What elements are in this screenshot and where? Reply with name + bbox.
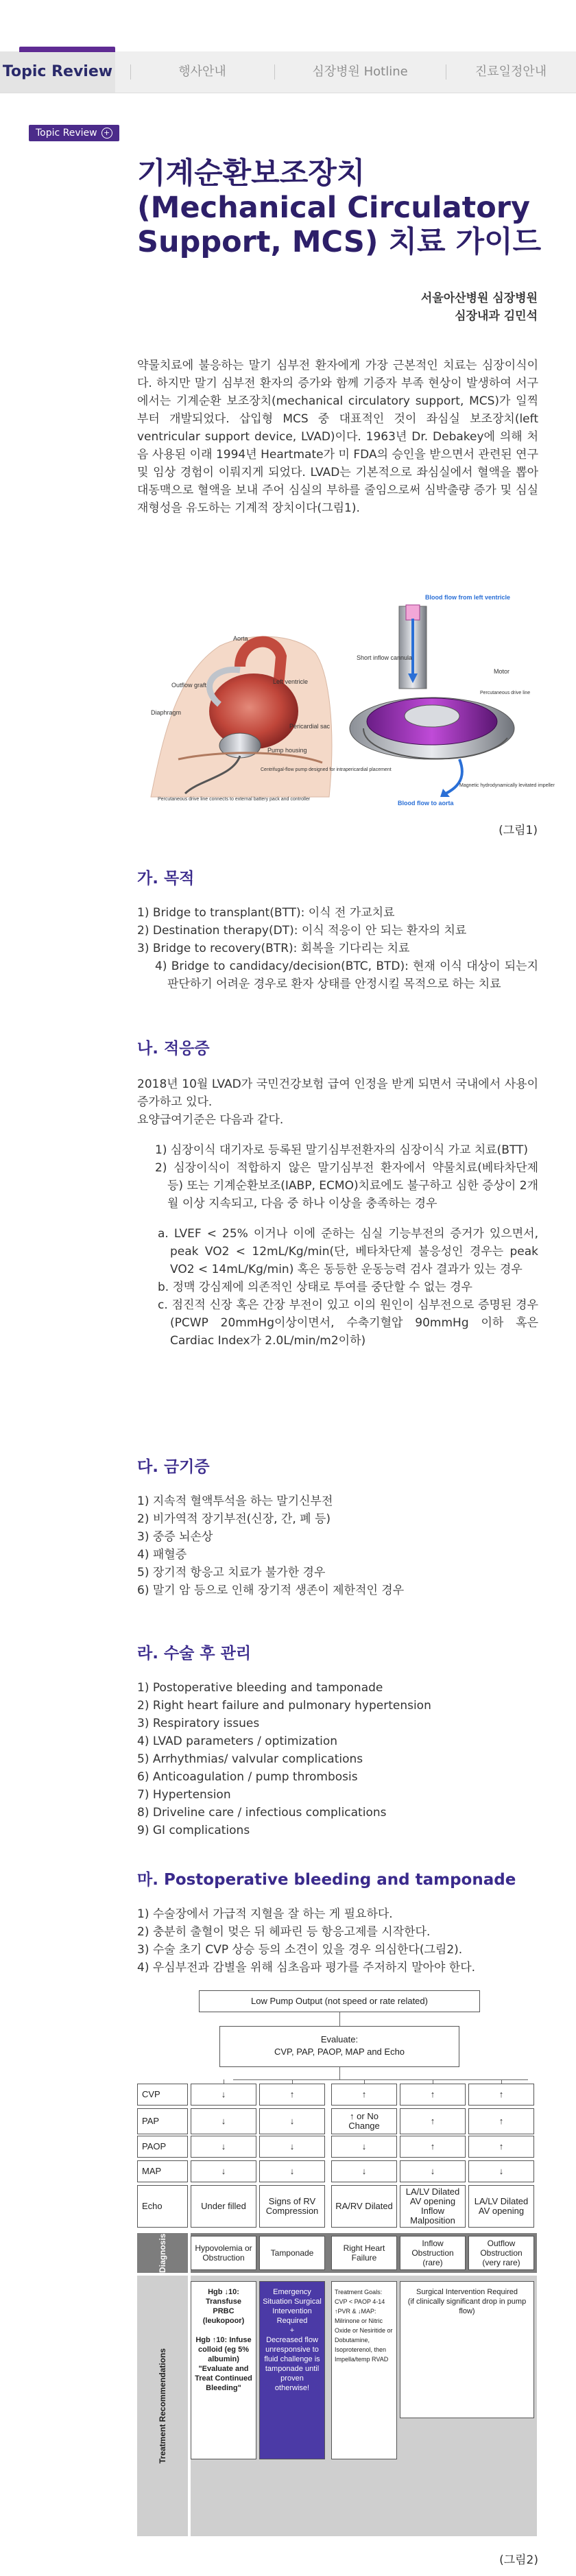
- top-navigation: [0, 0, 576, 103]
- indications-paragraph-1: 2018년 10월 LVAD가 국민건강보험 급여 인정을 받게 되면서 국내에서 사용이 증가하고 있다.: [137, 1077, 538, 1109]
- figure-2-caption: (그림2): [499, 2553, 538, 2567]
- list-item: 7) Hypertension: [137, 1788, 231, 1802]
- grid-cell: ↑: [400, 2136, 466, 2158]
- grid-cell: ↓: [191, 2136, 256, 2158]
- grid-cell: RA/RV Dilated: [331, 2185, 397, 2228]
- list-item: 1) 지속적 혈액투석을 하는 말기신부전: [137, 1494, 333, 1508]
- diagnosis-box: Hypovolemia or Obstruction: [191, 2236, 256, 2270]
- list-item: 2) Right heart failure and pulmonary hypertension: [137, 1699, 431, 1713]
- grid-cell: ↑: [468, 2108, 534, 2134]
- list-item: 2) 비가역적 장기부전(신장, 간, 폐 등): [137, 1512, 331, 1526]
- grid-cell: LA/LV Dilated AV opening Inflow Malposition: [400, 2185, 466, 2228]
- diagnosis-box: Right Heart Failure: [331, 2236, 397, 2270]
- grid-cell: ↓: [191, 2160, 256, 2182]
- grid-cell: ↓: [191, 2084, 256, 2106]
- treatment-box: Surgical Intervention Required (if clinically significant drop in pump flow): [400, 2281, 534, 2418]
- list-item: 4) 패혈증: [137, 1548, 187, 1562]
- label-centrifugal: Centrifugal-flow pump designed for intrapericardial placement: [261, 767, 392, 772]
- grid-cell: ↓: [331, 2136, 397, 2158]
- grid-cell: ↑: [331, 2084, 397, 2106]
- treatment-box: Hgb ↓10: Transfuse PRBC (leukopoor) Hgb ↑10: Infuse colloid (eg 5% albumin) "Evaluate and Treat Continued Bleeding": [191, 2281, 256, 2459]
- treatment-box: Emergency Situation Surgical Intervention Required + Decreased flow unresponsive to fluid challenge is tamponade until proven otherwise!: [259, 2281, 325, 2459]
- figure-1-caption: (그림1): [499, 824, 538, 837]
- indications-block: [137, 1075, 538, 1350]
- label-aorta: Aorta: [233, 635, 248, 642]
- low-pump-output-box: Low Pump Output (not speed or rate related): [199, 1990, 480, 2012]
- row-label: PAP: [137, 2108, 188, 2134]
- grid-cell: ↑: [259, 2084, 325, 2106]
- author-block: [421, 289, 538, 325]
- list-item: 9) GI complications: [137, 1824, 250, 1837]
- list-item: 4) LVAD parameters / optimization: [137, 1734, 338, 1748]
- grid-cell: Signs of RV Compression: [259, 2185, 325, 2228]
- list-item: 5) Arrhythmias/ valvular complications: [137, 1752, 363, 1766]
- row-label: MAP: [137, 2160, 188, 2182]
- list-item: 2) 심장이식이 적합하지 않은 말기심부전 환자에서 약물치료(베타차단제 등) 또는 기계순환보조(IABP, ECMO)치료에도 불구하고 심한 증상이 2개월 이상 지속되고, 다음 중 하나 이상을 충족하는 경우: [155, 1161, 538, 1211]
- diagnosis-box: Tamponade: [259, 2236, 325, 2270]
- indications-paragraph-2: 요양급여기준은 다음과 같다.: [137, 1113, 284, 1127]
- list-item: 4) 우심부전과 감별을 위해 심초음파 평가를 주저하지 말아야 한다.: [137, 1961, 476, 1975]
- grid-cell: ↑: [400, 2084, 466, 2106]
- list-item: a. LVEF < 25% 이거나 이에 준하는 심실 기능부전의 증거가 있으면서, peak VO2 < 12mL/Kg/min(단, 베타차단제 불응성인 경우는 peak VO2 < 14mL/Kg/min) 혹은 동등한 운동능력 검사 결과가 있는 경우: [158, 1227, 538, 1276]
- intro-paragraph: 약물치료에 불응하는 말기 심부전 환자에게 가장 근본적인 치료는 심장이식이다. 하지만 말기 심부전 환자의 증가와 함께 기증자 부족 현상이 발생하여 서구에서는 기계순환 보조장치(mechanical circulatory support, MCS)가 일찍부터 개발되었다. 삽입형 MCS 중 대표적인 것이 좌심실 보조장치(left ventricular support device, LVAD)이다. 1963년 Dr. Debakey에 의해 처음 사용된 이래 1994년 Heartmate가 미 FDA의 승인을 받으면서 관련된 연구 및 임상 경험이 이뤄지게 되었다. LVAD는 기본적으로 좌심실에서 혈액을 뽑아 대동맥으로 혈액을 보내 주어 심실의 부하를 줄임으로써 심박출량 증가 및 심실 재형성을 유도하는 기계적 장치이다(그림1).: [137, 359, 538, 515]
- diagnosis-box: Outflow Obstruction (very rare): [468, 2236, 534, 2270]
- label-left-ventricle: Left ventricle: [273, 678, 309, 685]
- label-percutaneous: Percutaneous drive line connects to external battery pack and controller: [158, 797, 311, 802]
- label-percutaneous-line: Percutaneous drive line: [480, 691, 531, 695]
- nav-item-topic-review[interactable]: Topic Review: [2, 63, 113, 80]
- bleeding-list: [137, 1905, 538, 1977]
- label-pericardial-sac: Pericardial sac: [289, 723, 331, 730]
- list-item: 3) Respiratory issues: [137, 1717, 260, 1730]
- section-heading-indications: 나. 적응증: [137, 1040, 210, 1058]
- list-item: c. 점진적 신장 혹은 간장 부전이 있고 이의 원인이 심부전으로 증명된 경우(PCWP 20mmHg이상이면서, 수축기혈압 90mmHg 이하 혹은 Cardiac Index가 2.0L/min/m2이하): [158, 1298, 538, 1348]
- label-blood-to-aorta: Blood flow to aorta: [398, 800, 454, 807]
- grid-cell: ↑ or No Change: [331, 2108, 397, 2134]
- list-item: 6) Anticoagulation / pump thrombosis: [137, 1770, 358, 1784]
- grid-cell: ↑: [400, 2108, 466, 2134]
- grid-cell: ↓: [191, 2108, 256, 2134]
- section-heading-postop: 라. 수술 후 관리: [137, 1645, 252, 1662]
- label-magnetic: Magnetic hydrodynamically levitated impeller: [459, 783, 555, 788]
- list-item: b. 정맥 강심제에 의존적인 상태로 투여를 중단할 수 없는 경우: [158, 1280, 472, 1294]
- grid-cell: ↓: [400, 2160, 466, 2182]
- section-heading-bleeding: 마. Postoperative bleeding and tamponade: [137, 1871, 516, 1889]
- list-item: 1) 심장이식 대기자로 등록된 말기심부전환자의 심장이식 가교 치료(BTT): [155, 1143, 529, 1157]
- list-item: 1) Bridge to transplant(BTT): 이식 전 가교치료: [137, 906, 395, 920]
- list-item: 3) Bridge to recovery(BTR): 회복을 기다리는 치료: [137, 942, 410, 955]
- list-item: 5) 장기적 항응고 치료가 불가한 경우: [137, 1566, 326, 1579]
- label-diaphragm: Diaphragm: [151, 709, 182, 716]
- figure-1: [137, 591, 555, 812]
- grid-cell: ↓: [331, 2160, 397, 2182]
- grid-cell: ↑: [468, 2084, 534, 2106]
- label-motor: Motor: [494, 668, 510, 675]
- list-item: 2) 충분히 출혈이 멎은 뒤 헤파린 등 항응고제를 시작한다.: [137, 1925, 431, 1939]
- section-heading-contraindications: 다. 금기증: [137, 1458, 210, 1476]
- evaluate-box: Evaluate: CVP, PAP, PAOP, MAP and Echo: [219, 2026, 459, 2067]
- contraindications-list: [137, 1492, 538, 1599]
- grid-cell: ↓: [259, 2160, 325, 2182]
- label-pump-housing: Pump housing: [267, 747, 307, 754]
- label-outflow-graft: Outflow graft: [171, 682, 207, 689]
- row-label: CVP: [137, 2084, 188, 2106]
- nav-item-events[interactable]: 행사안내: [178, 64, 226, 79]
- list-item: 4) Bridge to candidacy/decision(BTC, BTD): 현재 이식 대상이 되는지 판단하기 어려운 경우로 환자 상태를 안정시킬 목적으로 하는 치료: [155, 959, 538, 991]
- grid-cell: ↓: [468, 2160, 534, 2182]
- lvad-illustration: [137, 591, 555, 812]
- figure-2-flowchart: [137, 1990, 538, 2566]
- plus-circle-icon: +: [101, 128, 112, 139]
- nav-item-schedule[interactable]: 진료일정안내: [475, 64, 547, 79]
- section-heading-purpose: 가. 목적: [137, 870, 195, 887]
- postop-list: [137, 1679, 538, 1839]
- row-label: PAOP: [137, 2136, 188, 2158]
- list-item: 3) 수술 초기 CVP 상승 등의 소견이 있을 경우 의심한다(그림2).: [137, 1943, 463, 1957]
- grid-cell: ↓: [259, 2108, 325, 2134]
- topic-review-badge[interactable]: [29, 125, 119, 141]
- author-name: 심장내과 김민석: [455, 309, 538, 323]
- diagnosis-box: Inflow Obstruction (rare): [400, 2236, 466, 2270]
- list-item: 3) 중증 뇌손상: [137, 1530, 213, 1544]
- label-short-inflow: Short inflow cannula: [357, 654, 413, 661]
- purpose-list: [137, 904, 538, 993]
- grid-cell: ↑: [468, 2136, 534, 2158]
- treatment-label: Treatment Recommendations: [158, 2348, 167, 2464]
- list-item: 1) 수술장에서 가급적 지혈을 잘 하는 게 필요하다.: [137, 1907, 393, 1921]
- row-label: Echo: [137, 2185, 188, 2228]
- grid-cell: ↓: [259, 2136, 325, 2158]
- list-item: 1) Postoperative bleeding and tamponade: [137, 1681, 383, 1695]
- list-item: 2) Destination therapy(DT): 이식 적응이 안 되는 환자의 치료: [137, 924, 467, 938]
- page-title: 기계순환보조장치(Mechanical Circulatory Support, MCS) 치료 가이드: [137, 156, 542, 259]
- author-affiliation: 서울아산병원 심장병원: [420, 291, 538, 305]
- list-item: 8) Driveline care / infectious complications: [137, 1806, 387, 1820]
- grid-cell: Under filled: [191, 2185, 256, 2228]
- label-blood-from-lv: Blood flow from left ventricle: [425, 594, 511, 601]
- grid-cell: LA/LV Dilated AV opening: [468, 2185, 534, 2228]
- list-item: 6) 말기 암 등으로 인해 장기적 생존이 제한적인 경우: [137, 1584, 405, 1597]
- treatment-box: Treatment Goals: CVP < PAOP 4-14 ↑PVR & ↓MAP: Milrinone or Nitric Oxide or Nesiritide or Dobutamine, Isoproterenol, then Impella/temp RVAD: [331, 2281, 397, 2459]
- nav-item-hotline[interactable]: 심장병원 Hotline: [312, 64, 408, 79]
- badge-label: Topic Review: [36, 128, 97, 139]
- diagnosis-label: Diagnosis: [158, 2233, 167, 2273]
